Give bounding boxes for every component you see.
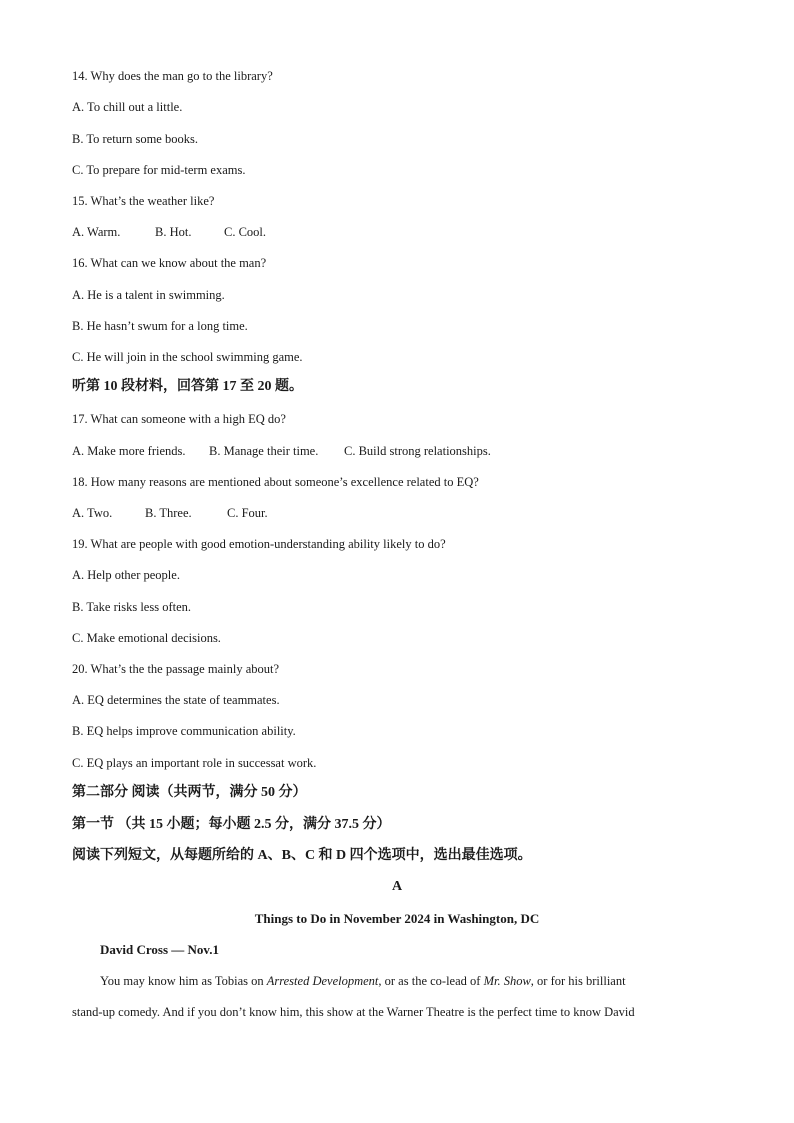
- question-14-stem: 14. Why does the man go to the library?: [72, 69, 273, 83]
- question-15-option-c: C. Cool.: [224, 225, 267, 239]
- question-16-stem: 16. What can we know about the man?: [72, 256, 267, 270]
- question-18-option-c: C. Four.: [227, 506, 268, 520]
- question-15-option-b: B. Hot.: [155, 225, 192, 239]
- question-14-option-a: A. To chill out a little.: [72, 100, 183, 114]
- paragraph-text: , or for his brilliant: [530, 974, 626, 988]
- question-17-stem: 17. What can someone with a high EQ do?: [72, 412, 286, 426]
- question-16-option-b: B. He hasn’t swum for a long time.: [72, 319, 248, 333]
- reading-instruction: 阅读下列短文，从每题所给的 A、B、C 和 D 四个选项中，选出最佳选项。: [72, 848, 532, 863]
- question-20-option-b: B. EQ helps improve communication ability.: [72, 724, 296, 738]
- question-20-option-c: C. EQ plays an important role in successat work.: [72, 756, 317, 770]
- question-15-option-a: A. Warm.: [72, 225, 121, 239]
- passage-title: Things to Do in November 2024 in Washington, DC: [254, 911, 540, 926]
- passage-paragraph-line-1: [100, 973, 626, 989]
- question-18-stem: 18. How many reasons are mentioned about someone’s excellence related to EQ?: [72, 475, 479, 489]
- section-10-heading: 听第 10 段材料，回答第 17 至 20 题。: [72, 379, 303, 394]
- event-heading: David Cross — Nov.1: [100, 942, 219, 957]
- question-17-option-b: B. Manage their time.: [209, 444, 319, 458]
- question-17-option-c: C. Build strong relationships.: [344, 444, 491, 458]
- paragraph-text: You may know him as Tobias on: [100, 974, 267, 988]
- show-title: Arrested Development: [266, 974, 379, 988]
- question-16-option-a: A. He is a talent in swimming.: [72, 288, 225, 302]
- question-16-option-c: C. He will join in the school swimming game.: [72, 350, 303, 364]
- question-17-option-a: A. Make more friends.: [72, 444, 186, 458]
- question-19-stem: 19. What are people with good emotion-understanding ability likely to do?: [72, 537, 446, 551]
- question-19-option-b: B. Take risks less often.: [72, 600, 192, 614]
- question-14-option-b: B. To return some books.: [72, 132, 198, 146]
- question-19-option-c: C. Make emotional decisions.: [72, 631, 221, 645]
- question-17-options: [72, 443, 491, 459]
- question-20-stem: 20. What’s the the passage mainly about?: [72, 662, 280, 676]
- question-18-option-b: B. Three.: [145, 506, 192, 520]
- question-15-options: [72, 224, 266, 240]
- passage-paragraph-line-2: stand-up comedy. And if you don’t know him, this show at the Warner Theatre is the perfect time to know David: [72, 1005, 635, 1019]
- paragraph-text: , or as the co-lead of: [378, 974, 484, 988]
- question-18-option-a: A. Two.: [72, 506, 113, 520]
- question-18-options: [72, 505, 268, 521]
- show-title: Mr. Show: [483, 974, 531, 988]
- passage-letter: A: [391, 879, 403, 894]
- question-14-option-c: C. To prepare for mid-term exams.: [72, 163, 246, 177]
- question-19-option-a: A. Help other people.: [72, 568, 180, 582]
- section-1-heading: 第一节 （共 15 小题；每小题 2.5 分，满分 37.5 分）: [72, 817, 391, 832]
- question-20-option-a: A. EQ determines the state of teammates.: [72, 693, 280, 707]
- part-2-heading: 第二部分 阅读（共两节，满分 50 分）: [72, 785, 307, 800]
- question-15-stem: 15. What’s the weather like?: [72, 194, 215, 208]
